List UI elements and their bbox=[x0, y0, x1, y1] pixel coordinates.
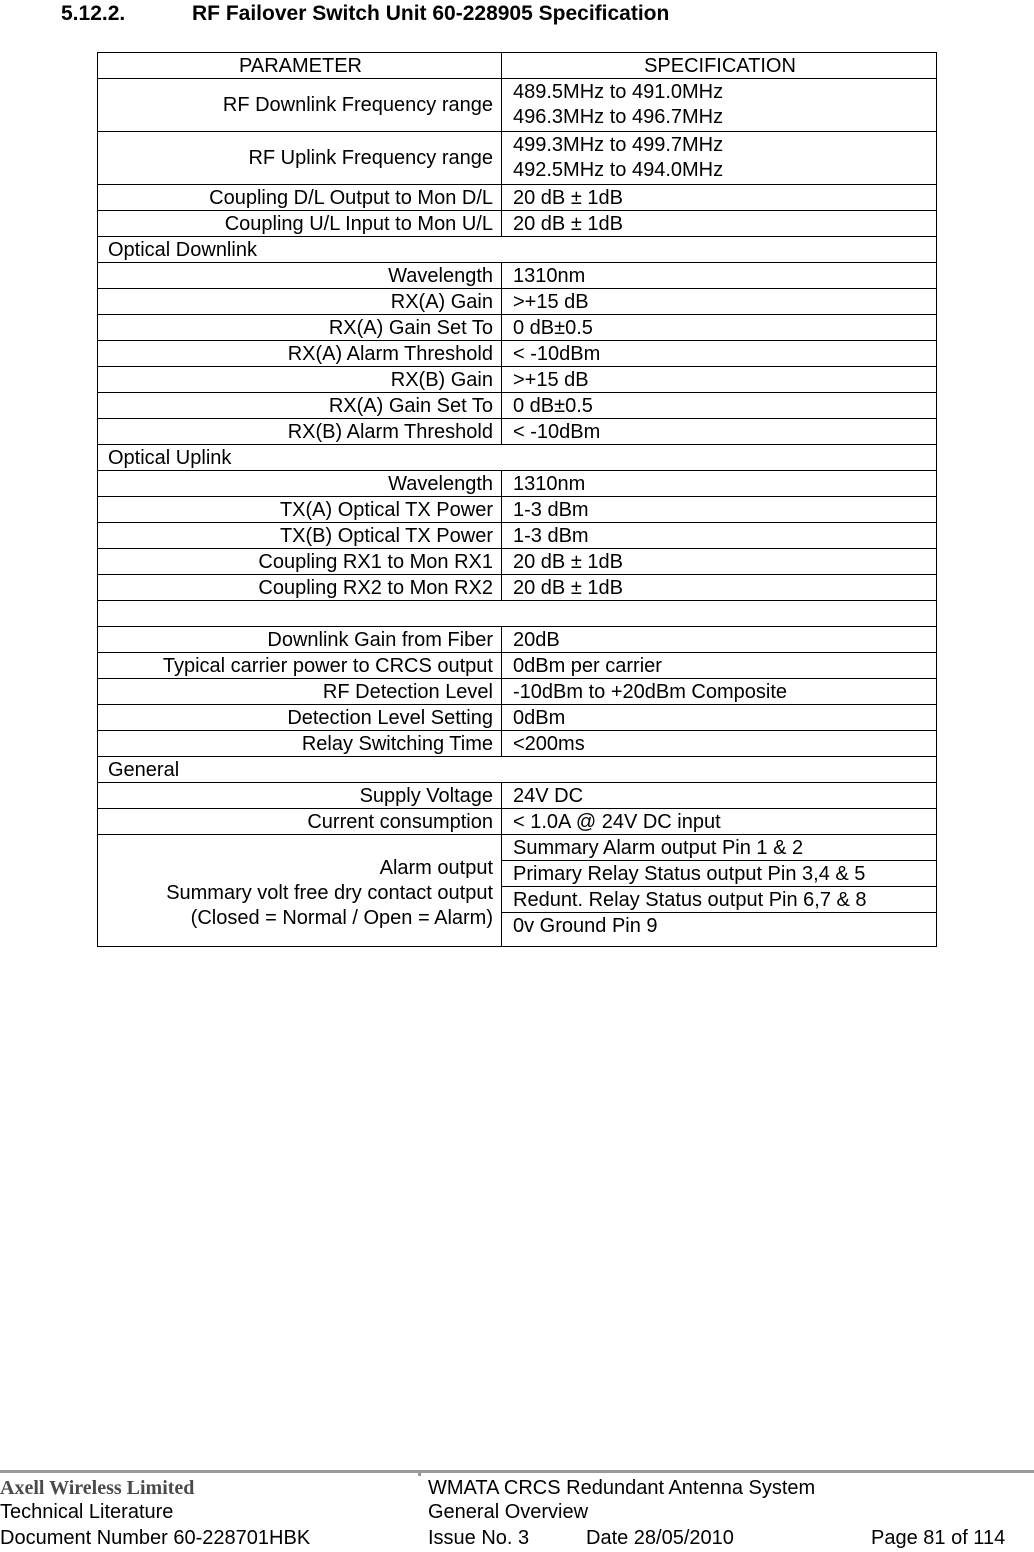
param-cell: RX(A) Gain Set To bbox=[98, 393, 502, 419]
table-row bbox=[98, 523, 937, 549]
param-cell: RX(A) Alarm Threshold bbox=[98, 341, 502, 367]
spec-cell: 0 dB±0.5 bbox=[502, 315, 937, 341]
param-cell: Coupling D/L Output to Mon D/L bbox=[98, 185, 502, 211]
section-row-optical-downlink bbox=[98, 237, 937, 263]
table-row bbox=[98, 471, 937, 497]
alarm-param-cell bbox=[98, 835, 502, 947]
spec-table bbox=[97, 52, 937, 947]
param-cell: RF Detection Level bbox=[98, 679, 502, 705]
table-row bbox=[98, 393, 937, 419]
param-cell: Detection Level Setting bbox=[98, 705, 502, 731]
spec-cell: < -10dBm bbox=[502, 341, 937, 367]
param-cell: RX(B) Alarm Threshold bbox=[98, 419, 502, 445]
footer-divider-notch bbox=[418, 1470, 421, 1476]
section-title: RF Failover Switch Unit 60-228905 Specification bbox=[192, 2, 670, 25]
table-row bbox=[98, 79, 937, 132]
footer-issue: Issue No. 3 bbox=[428, 1527, 530, 1549]
table-row bbox=[98, 705, 937, 731]
spec-cell: 1310nm bbox=[502, 471, 937, 497]
param-cell: Supply Voltage bbox=[98, 783, 502, 809]
spec-line: 496.3MHz to 496.7MHz bbox=[513, 106, 724, 128]
table-header-row bbox=[98, 53, 937, 79]
section-heading bbox=[61, 0, 669, 28]
spec-cell: 0dBm bbox=[502, 705, 937, 731]
table-row bbox=[98, 731, 937, 757]
param-cell: RF Downlink Frequency range bbox=[98, 79, 502, 132]
spec-cell: 0dBm per carrier bbox=[502, 653, 937, 679]
footer-system: WMATA CRCS Redundant Antenna System bbox=[428, 1477, 816, 1499]
param-cell: RF Uplink Frequency range bbox=[98, 132, 502, 185]
table-row bbox=[98, 679, 937, 705]
param-cell: Typical carrier power to CRCS output bbox=[98, 653, 502, 679]
table-row bbox=[98, 419, 937, 445]
spec-cell: >+15 dB bbox=[502, 367, 937, 393]
table-row bbox=[98, 575, 937, 601]
spec-cell: 0v Ground Pin 9 bbox=[502, 913, 937, 947]
param-cell: Coupling U/L Input to Mon U/L bbox=[98, 211, 502, 237]
param-cell: Current consumption bbox=[98, 809, 502, 835]
spec-cell: < -10dBm bbox=[502, 419, 937, 445]
table-row-alarm bbox=[98, 835, 937, 861]
table-row bbox=[98, 653, 937, 679]
table-row bbox=[98, 315, 937, 341]
footer-literature: Technical Literature bbox=[0, 1501, 174, 1523]
section-number: 5.12.2. bbox=[61, 2, 126, 25]
spec-line: 489.5MHz to 491.0MHz bbox=[513, 81, 724, 103]
header-specification: SPECIFICATION bbox=[502, 53, 937, 79]
spec-cell: Redunt. Relay Status output Pin 6,7 & 8 bbox=[502, 887, 937, 913]
table-row bbox=[98, 549, 937, 575]
alarm-param-line: Summary volt free dry contact output bbox=[166, 882, 493, 904]
table-row bbox=[98, 211, 937, 237]
spec-cell: 1-3 dBm bbox=[502, 497, 937, 523]
footer-page: Page 81 of 114 bbox=[871, 1527, 1006, 1549]
spec-cell: 20 dB ± 1dB bbox=[502, 549, 937, 575]
spec-cell: 20 dB ± 1dB bbox=[502, 211, 937, 237]
param-cell: Coupling RX1 to Mon RX1 bbox=[98, 549, 502, 575]
spec-cell: 1-3 dBm bbox=[502, 523, 937, 549]
param-cell: Coupling RX2 to Mon RX2 bbox=[98, 575, 502, 601]
spec-cell: 1310nm bbox=[502, 263, 937, 289]
table-row bbox=[98, 497, 937, 523]
footer-divider bbox=[0, 1470, 1034, 1473]
table-row bbox=[98, 809, 937, 835]
table-row bbox=[98, 367, 937, 393]
alarm-param-line: Alarm output bbox=[379, 857, 493, 879]
spec-cell bbox=[502, 132, 937, 185]
header-parameter: PARAMETER bbox=[98, 53, 502, 79]
param-cell: RX(A) Gain Set To bbox=[98, 315, 502, 341]
section-title-cell: General bbox=[98, 757, 937, 783]
table-row bbox=[98, 263, 937, 289]
spec-cell: <200ms bbox=[502, 731, 937, 757]
spec-cell: -10dBm to +20dBm Composite bbox=[502, 679, 937, 705]
spec-cell: 20dB bbox=[502, 627, 937, 653]
param-cell: RX(B) Gain bbox=[98, 367, 502, 393]
spec-cell: Primary Relay Status output Pin 3,4 & 5 bbox=[502, 861, 937, 887]
param-cell: RX(A) Gain bbox=[98, 289, 502, 315]
param-cell: Wavelength bbox=[98, 263, 502, 289]
spec-cell: 20 dB ± 1dB bbox=[502, 185, 937, 211]
param-cell: Downlink Gain from Fiber bbox=[98, 627, 502, 653]
table-row bbox=[98, 783, 937, 809]
alarm-param-line: (Closed = Normal / Open = Alarm) bbox=[190, 907, 493, 929]
section-row-optical-uplink bbox=[98, 445, 937, 471]
table-row bbox=[98, 341, 937, 367]
footer-date: Date 28/05/2010 bbox=[586, 1527, 734, 1549]
section-title-cell: Optical Uplink bbox=[98, 445, 937, 471]
spec-line: 492.5MHz to 494.0MHz bbox=[513, 159, 724, 181]
page-footer bbox=[0, 1470, 1034, 1552]
blank-row bbox=[98, 601, 937, 627]
spec-cell: >+15 dB bbox=[502, 289, 937, 315]
spec-cell bbox=[502, 79, 937, 132]
spec-cell: < 1.0A @ 24V DC input bbox=[502, 809, 937, 835]
footer-company: Axell Wireless Limited bbox=[0, 1477, 195, 1499]
section-row-general bbox=[98, 757, 937, 783]
table-row bbox=[98, 185, 937, 211]
param-cell: TX(B) Optical TX Power bbox=[98, 523, 502, 549]
param-cell: TX(A) Optical TX Power bbox=[98, 497, 502, 523]
param-cell: Wavelength bbox=[98, 471, 502, 497]
spec-cell: 0 dB±0.5 bbox=[502, 393, 937, 419]
footer-doc-number: Document Number 60-228701HBK bbox=[0, 1527, 311, 1549]
table-row bbox=[98, 627, 937, 653]
spec-line: 499.3MHz to 499.7MHz bbox=[513, 134, 724, 156]
spec-cell: Summary Alarm output Pin 1 & 2 bbox=[502, 835, 937, 861]
footer-overview: General Overview bbox=[428, 1501, 589, 1523]
spec-cell: 24V DC bbox=[502, 783, 937, 809]
section-title-cell: Optical Downlink bbox=[98, 237, 937, 263]
table-row bbox=[98, 289, 937, 315]
blank-cell bbox=[98, 601, 937, 627]
table-row bbox=[98, 132, 937, 185]
param-cell: Relay Switching Time bbox=[98, 731, 502, 757]
spec-cell: 20 dB ± 1dB bbox=[502, 575, 937, 601]
